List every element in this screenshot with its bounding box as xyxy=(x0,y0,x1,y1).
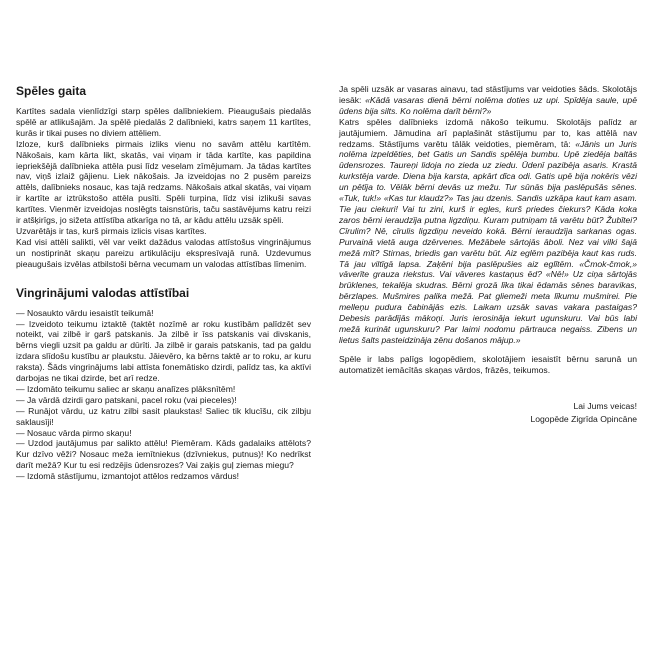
exercise-item: — Izveidoto teikumu iztaktē (taktēt nozīmē ar roku kustībām palīdzēt sev noteikt, vai zilbē ir garš patskanis. Ja zilbē ir īss patskanis vai divskanis, bērns viegli uzsit pa galdu ar dūrīti. Ja zilbē ir garais patskanis, tad pa galdu izdara slīdošu kustību ar plaukstu. Jāievēro, ka bērns taktē ar to roku, ar kuru raksta). Šāds vingrinājums labi attīsta fonemātisko dzirdi, palīdz tas, ka aktīvi darbojas ne tikai dzirde, bet arī redze. xyxy=(16,318,311,384)
author-name: Logopēde Zigrīda Opincāne xyxy=(530,413,637,424)
conclusion-paragraph: Spēle ir labs palīgs logopēdiem, skolotājiem iesaistīt bērnu sarunā un automatizēt iemācītās skaņas vārdos, frāzēs, teikumos. xyxy=(339,353,637,375)
intro-paragraph-3: Uzvarētājs ir tas, kurš pirmais izlicis visas kartītes. xyxy=(16,225,207,236)
exercise-item: — Ja vārdā dzirdi garo patskani, pacel roku (vai pieceles)! xyxy=(16,394,237,405)
exercise-item: — Runājot vārdu, uz katru zilbi sasit plaukstas! Saliec tik klucīšu, cik zilbju saklausīji! xyxy=(16,405,311,427)
intro-paragraph-4: Kad visi attēli salikti, vēl var veikt dažādus valodas attīstošus vingrinājumus un nostiprināt skaņu pareizu artikulāciju ekspresīvajā runā. Uzdevumus pieaugušais izvēlas atbilstoši bērna vecumam un valodas attīstības līmenim. xyxy=(16,236,311,269)
heading-game-flow: Spēles gaita xyxy=(16,84,87,98)
story-paragraph xyxy=(339,117,637,346)
right-column xyxy=(339,84,637,426)
story-intro-paragraph xyxy=(339,84,637,117)
left-column xyxy=(16,84,311,482)
intro-paragraph-2: Izloze, kurš dalībnieks pirmais izliks vienu no savām attēlu kartītēm. Nākošais, kam kārta likt, skatās, vai viņam ir tāda kartīte, kas papildina iepriekšējā dalībnieka attēla pusi līdz veselam zīmējumam. Ja tādas kartītes nav, viņš izlaiž gājienu. Liek nākošais. Ja izveidojas no 2 pusēm pareizs attēls, dalībnieks nosauc, kas tajā redzams. Nākošais atkal skatās, vai viņam ir kartīte ar iztrūkstošo attēla pusīti. Spēli turpina, līdz visi izlikuši savas kartītes. Vienmēr izveidojas noslēgts taisnstūris, taču sastāvējums katru reizi ir atšķirīgs, jo sižeta attīstība atkarīga no tā, ar kādu attēlu uzsāk spēli. xyxy=(16,138,311,226)
intro-paragraph-1: Kartītes sadala vienlīdzīgi starp spēles dalībniekiem. Pieaugušais piedalās spēlē ar atlikušajām. Ja spēlē piedalās 2 dalībnieki, katrs saņem 11 kartītes, kurās ir tikai puses no diviem attēliem. xyxy=(16,106,311,138)
exercise-item: — Izdomā stāstījumu, izmantojot attēlos redzamos vārdus! xyxy=(16,471,240,482)
exercise-item: — Nosauc vārda pirmo skaņu! xyxy=(16,427,132,438)
signature-block xyxy=(339,400,637,426)
exercise-item: — Uzdod jautājumus par salikto attēlu! Piemēram. Kāds gadalaiks attēlots? Kur dzīvo vēži? Nosauc meža iemītniekus (dzīvniekus, putnus)! Ko nedrīkst darīt mežā? Kur tu esi redzējis ūdensrozes? Vai zaķis guļ ziemas miegu? xyxy=(16,438,311,471)
story-intro-text: Ja spēli uzsāk ar vasaras ainavu, tad stāstījums var veidoties šāds. Skolotājs iesāk: xyxy=(339,84,637,105)
exercise-item: — Izdomāto teikumu saliec ar skaņu analīzes plāksnītēm! xyxy=(16,383,236,394)
story-example-quote: «Jānis un Juris nolēma izpeldēties, bet Gatis un Sandis spēlēja bumbu. Upē ziedēja baltās ūdensrozes. Taureņi lidoja no zieda uz ziedu. Ūdenī pazibēja asaris. Krastā kurkstēja varde. Diena bija karsta, apkārt dīca odi. Gatis upē bija nokēris vēzi un pētīja to. Vēlāk bērni devās uz mežu. Tur sūnās bija paslēpušās sēnes. «Tuk, tuk!» «Kas tur klaudz?» Tas jau dzenis. Sandis uzkāpa kaut kam asam. Tie jau ciekuri! Vai tu zini, kurš ir egles, kurš priedes čiekurs? Kāda koka zaros bērni ieraudzīja putna ligzdiņu. Kuram putniņam tā varētu būt? Žubītei? Cīrulim? Nē, cīrulis ligzdiņu neveido kokā. Bērni ieraudzīja sarkanas ogas. Purvainā vietā auga dzērvenes. Mežābele sārtojās āboli. Nez vai vilki šajā mežā mīt? Stirnas, briedis gan varētu būt. Aiz eglēm pazibēja kaut kas ruds. Tā jau viltīgā lapsa. Zaķēni bija paslēpušies aiz eglītēm. «Čmok-čmok,» vāverīte grauza riekstus. Vai vāveres kastaņus ēd? «Nē!» Uz ciņa sārtojās brūklenes, tekalēja skudras. Bērni grozā līka tikai ēdamās sēnes baravikas, bērzlapes. Mušmires palika mežā. Pat gliemeži meta līkumu mušmirei. Pie melleņu pudura čabinājās ezis. Laikam uzsāk savas vakara pastaigas? Debesis parādījās mākoņi. Juris ierosināja iekurt ugunskuru. Vai būs labi mežā kurināt ugunskuru? Par laimi nodomu pārtrauca negaiss. Zibens un lietus šalts pasteidzināja zēnu došanos mājup.» xyxy=(339,138,637,345)
story-guidance-text: Katrs spēles dalībnieks izdomā nākošo teikumu. Skolotājs palīdz ar jautājumiem. Jāmudina arī paplašināt stāstījumu par to, kas attēlā nav redzams. Stāstījums varētu tālāk veidoties, piemēram, tā: xyxy=(339,116,637,149)
closing-wish: Lai Jums veicas! xyxy=(573,400,637,411)
story-intro-quote: «Kādā vasaras dienā bērni nolēma doties uz upi. Spīdēja saule, upē ūdens bija silts. Ko nolēma darīt bērni?» xyxy=(339,94,637,116)
exercise-item: — Nosaukto vārdu iesaistīt teikumā! xyxy=(16,307,154,318)
heading-exercises: Vingrinājumi valodas attīstībai xyxy=(16,285,190,300)
